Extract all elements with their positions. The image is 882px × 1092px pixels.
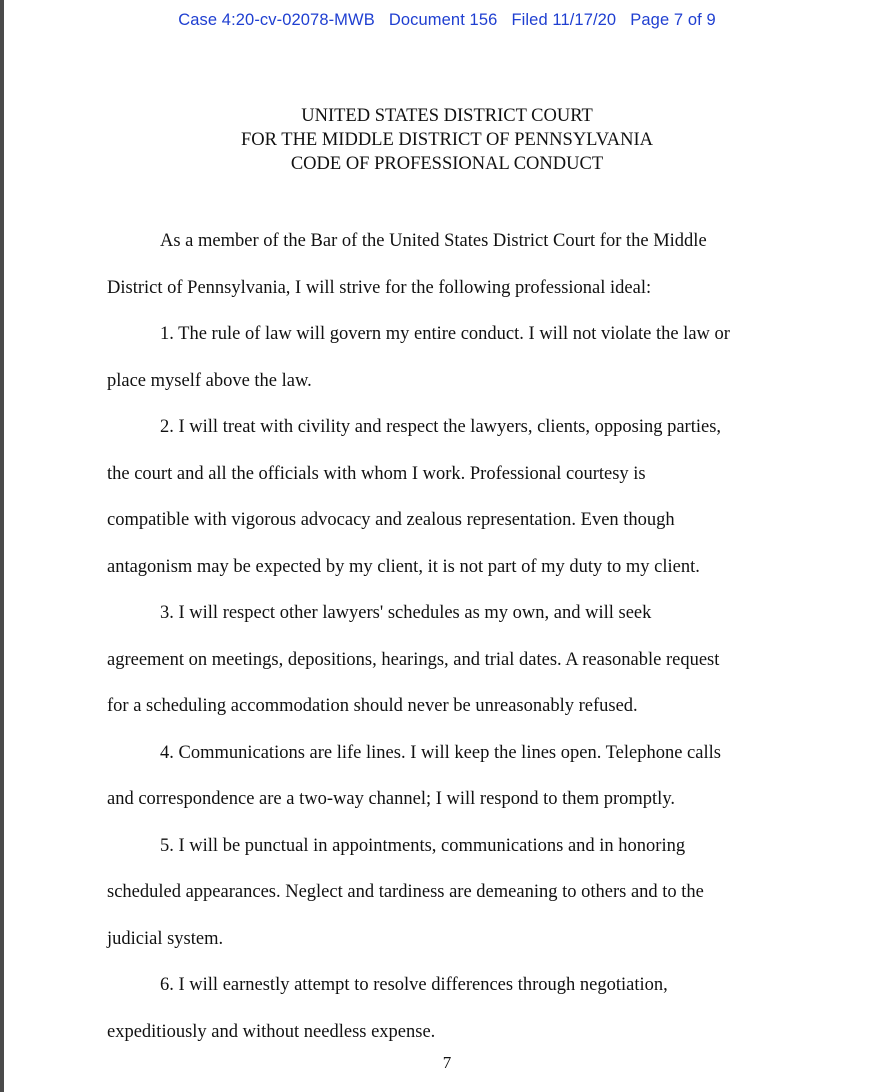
paragraph-line: 4. Communications are life lines. I will keep the lines open. Telephone calls [160,742,721,763]
page-count: Page 7 of 9 [630,11,716,29]
paragraph-line: expeditiously and without needless expense. [107,1021,436,1042]
paragraph-line: 6. I will earnestly attempt to resolve differences through negotiation, [160,975,668,995]
title-line-court: UNITED STATES DISTRICT COURT [301,106,593,126]
case-number: Case 4:20-cv-02078-MWB [178,11,375,29]
paragraph-line: District of Pennsylvania, I will strive for the following professional ideal: [107,277,652,298]
filed-date: Filed 11/17/20 [511,11,617,29]
title-line-district: FOR THE MIDDLE DISTRICT OF PENNSYLVANIA [240,130,653,150]
paragraph-line: agreement on meetings, depositions, hearings, and trial dates. A reasonable request [107,649,720,670]
item-1-paragraph [107,311,797,404]
paragraph-line: 5. I will be punctual in appointments, communications and in honoring [160,835,686,856]
item-5-paragraph [107,823,797,963]
document-body [107,218,797,1055]
paragraph-line: As a member of the Bar of the United States District Court for the Middle [160,231,707,251]
paragraph-line: 3. I will respect other lawyers' schedules as my own, and will seek [160,603,652,623]
page-number: 7 [442,1053,452,1072]
paragraph-line: compatible with vigorous advocacy and zealous representation. Even though [107,510,675,530]
item-3-paragraph [107,590,797,730]
paragraph-line: 2. I will treat with civility and respect the lawyers, clients, opposing parties, [160,417,722,437]
paragraph-line: 1. The rule of law will govern my entire conduct. I will not violate the law or [160,324,730,344]
paragraph-line: for a scheduling accommodation should never be unreasonably refused. [107,696,638,716]
paragraph-line: scheduled appearances. Neglect and tardiness are demeaning to others and to the [107,882,704,902]
item-6-paragraph [107,962,797,1055]
item-4-paragraph [107,730,797,823]
paragraph-line: judicial system. [107,928,224,949]
paragraph-line: the court and all the officials with whom I work. Professional courtesy is [107,463,646,484]
intro-paragraph [107,218,797,311]
item-2-paragraph [107,404,797,590]
paragraph-line: antagonism may be expected by my client, it is not part of my duty to my client. [107,556,700,577]
paragraph-line: place myself above the law. [107,370,312,391]
ecf-header-stamp [0,11,882,30]
document-number: Document 156 [388,11,498,29]
paragraph-line: and correspondence are a two-way channel; I will respond to them promptly. [107,789,675,809]
document-title [0,104,882,176]
title-line-code: CODE OF PROFESSIONAL CONDUCT [290,154,604,174]
